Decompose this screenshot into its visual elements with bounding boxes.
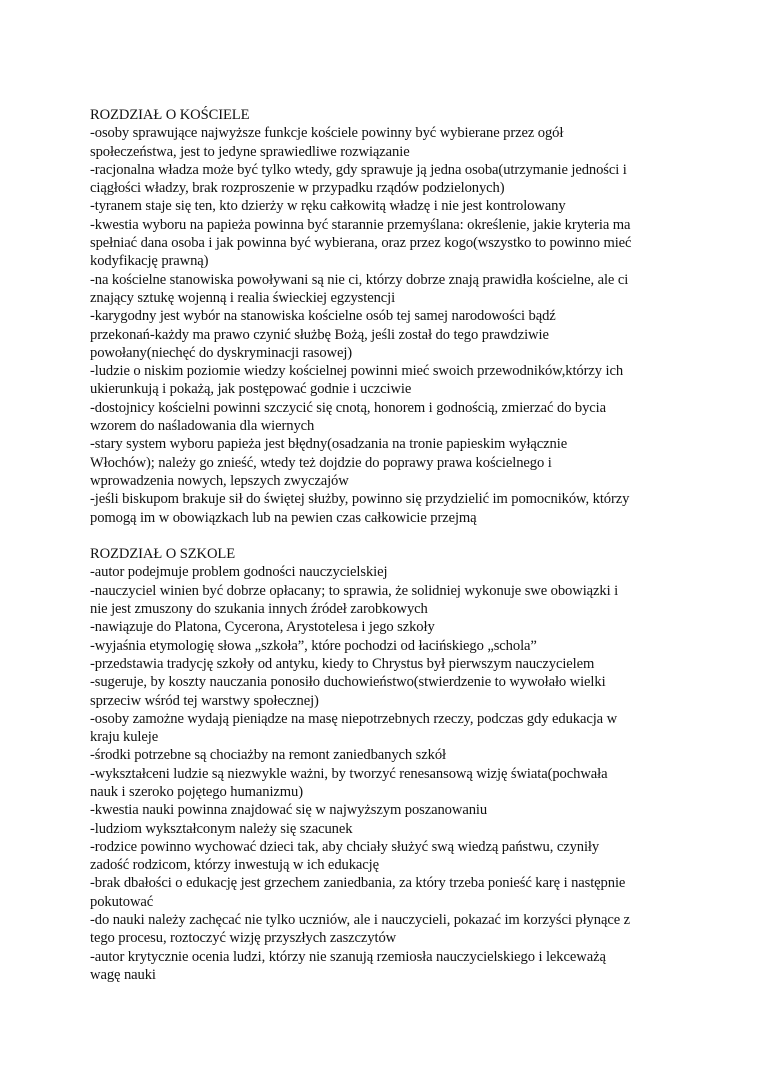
section-szkola — [90, 545, 680, 984]
text-line: -stary system wyboru papieża jest błędny(osadzania na tronie papieskim wyłącznie — [90, 436, 568, 453]
text-line: -wyjaśnia etymologię słowa „szkoła”, które pochodzi od łacińskiego „schola” — [90, 637, 537, 654]
text-line: społeczeństwa, jest to jedyne sprawiedliwe rozwiązanie — [90, 143, 410, 160]
text-line: -nawiązuje do Platona, Cycerona, Arystotelesa i jego szkoły — [90, 619, 435, 636]
text-line: -racjonalna władza może być tylko wtedy, gdy sprawuje ją jedna osoba(utrzymanie jedności i — [90, 161, 627, 178]
text-line: ukierunkują i pokażą, jak postępować godnie i uczciwie — [90, 381, 412, 398]
text-line: kodyfikację prawną) — [90, 253, 209, 270]
text-line: spełniać dana osoba i jak powinna być wybierana, oraz przez kogo(wszystko to powinno mieć — [90, 235, 632, 252]
text-line: -autor krytycznie ocenia ludzi, którzy nie szanują rzemiosła nauczycielskiego i lekceważą — [90, 948, 606, 965]
text-line: zadość rodzicom, którzy inwestują w ich edukację — [90, 857, 379, 874]
text-line: nie jest zmuszony do szukania innych źródeł zarobkowych — [90, 601, 428, 618]
text-line: powołany(niechęć do dyskryminacji rasowej) — [90, 344, 353, 361]
text-line: -wykształceni ludzie są niezwykle ważni, by tworzyć renesansową wizję świata(pochwała — [90, 765, 608, 782]
text-line: Włochów); należy go znieść, wtedy też dojdzie do poprawy prawa kościelnego i — [90, 454, 552, 471]
text-line: wzorem do naśladowania dla wiernych — [90, 418, 315, 435]
text-line: nauk i szeroko pojętego humanizmu) — [90, 783, 304, 800]
text-line: -ludzie o niskim poziomie wiedzy kościelnej powinni mieć swoich przewodników,którzy ich — [90, 363, 624, 380]
text-line: -dostojnicy kościelni powinni szczycić się cnotą, honorem i godnością, zmierzać do bycia — [90, 399, 607, 416]
text-line: -ludziom wykształconym należy się szacunek — [90, 820, 353, 837]
section-heading: ROZDZIAŁ O SZKOLE — [90, 546, 236, 563]
text-line: ciągłości władzy, brak rozproszenie w przypadku rządów podzielonych) — [90, 180, 505, 197]
text-line: kraju kuleje — [90, 729, 159, 746]
text-line: -środki potrzebne są chociażby na remont zaniedbanych szkół — [90, 747, 446, 764]
section-heading: ROZDZIAŁ O KOŚCIELE — [90, 107, 250, 123]
text-line: -tyranem staje się ten, kto dzierży w ręku całkowitą władzę i nie jest kontrolowany — [90, 198, 566, 215]
document-page — [90, 106, 680, 984]
text-line: -osoby zamożne wydają pieniądze na masę niepotrzebnych rzeczy, podczas gdy edukacja w — [90, 710, 618, 727]
text-line: pokutować — [90, 893, 154, 910]
text-line: tego procesu, roztoczyć wizję przyszłych zaszczytów — [90, 930, 397, 947]
text-line: wprowadzenia nowych, lepszych zwyczajów — [90, 472, 349, 489]
text-line: -autor podejmuje problem godności nauczycielskiej — [90, 564, 388, 581]
text-line: -na kościelne stanowiska powoływani są nie ci, którzy dobrze znają prawidła kościelne, ale ci — [90, 271, 629, 288]
text-line: -brak dbałości o edukację jest grzechem zaniedbania, za który trzeba ponieść karę i następnie — [90, 875, 626, 892]
text-line: -kwestia nauki powinna znajdować się w najwyższym poszanowaniu — [90, 802, 488, 819]
text-line: przekonań-każdy ma prawo czynić służbę Bożą, jeśli został do tego prawdziwie — [90, 326, 549, 343]
text-line: wagę nauki — [90, 966, 156, 983]
text-line: sprzeciw wśród tej warstwy społecznej) — [90, 692, 319, 709]
text-line: -do nauki należy zachęcać nie tylko uczniów, ale i nauczycieli, pokazać im korzyści płynące z — [90, 912, 630, 929]
text-line: -przedstawia tradycję szkoły od antyku, kiedy to Chrystus był pierwszym nauczycielem — [90, 655, 595, 672]
text-line: -karygodny jest wybór na stanowiska kościelne osób tej samej narodowości bądź — [90, 308, 556, 325]
text-line: pomogą im w obowiązkach lub na pewien czas całkowicie przejmą — [90, 509, 477, 526]
text-line: -nauczyciel winien być dobrze opłacany; to sprawia, że solidniej wykonuje swe obowiązki i — [90, 582, 619, 599]
text-line: -jeśli biskupom brakuje sił do świętej służby, powinno się przydzielić im pomocników, którzy — [90, 491, 630, 508]
text-line: -osoby sprawujące najwyższe funkcje kościele powinny być wybierane przez ogół — [90, 125, 564, 142]
section-kosciol — [90, 106, 680, 527]
text-line: -kwestia wyboru na papieża powinna być starannie przemyślana: określenie, jakie kryteria ma — [90, 216, 631, 233]
text-line: -rodzice powinno wychować dzieci tak, aby chciały służyć swą wiedzą państwu, czyniły — [90, 838, 600, 855]
text-line: -sugeruje, by koszty nauczania ponosiło duchowieństwo(stwierdzenie to wywołało wielki — [90, 674, 606, 691]
text-line: znający sztukę wojenną i realia świeckiej egzystencji — [90, 289, 396, 306]
